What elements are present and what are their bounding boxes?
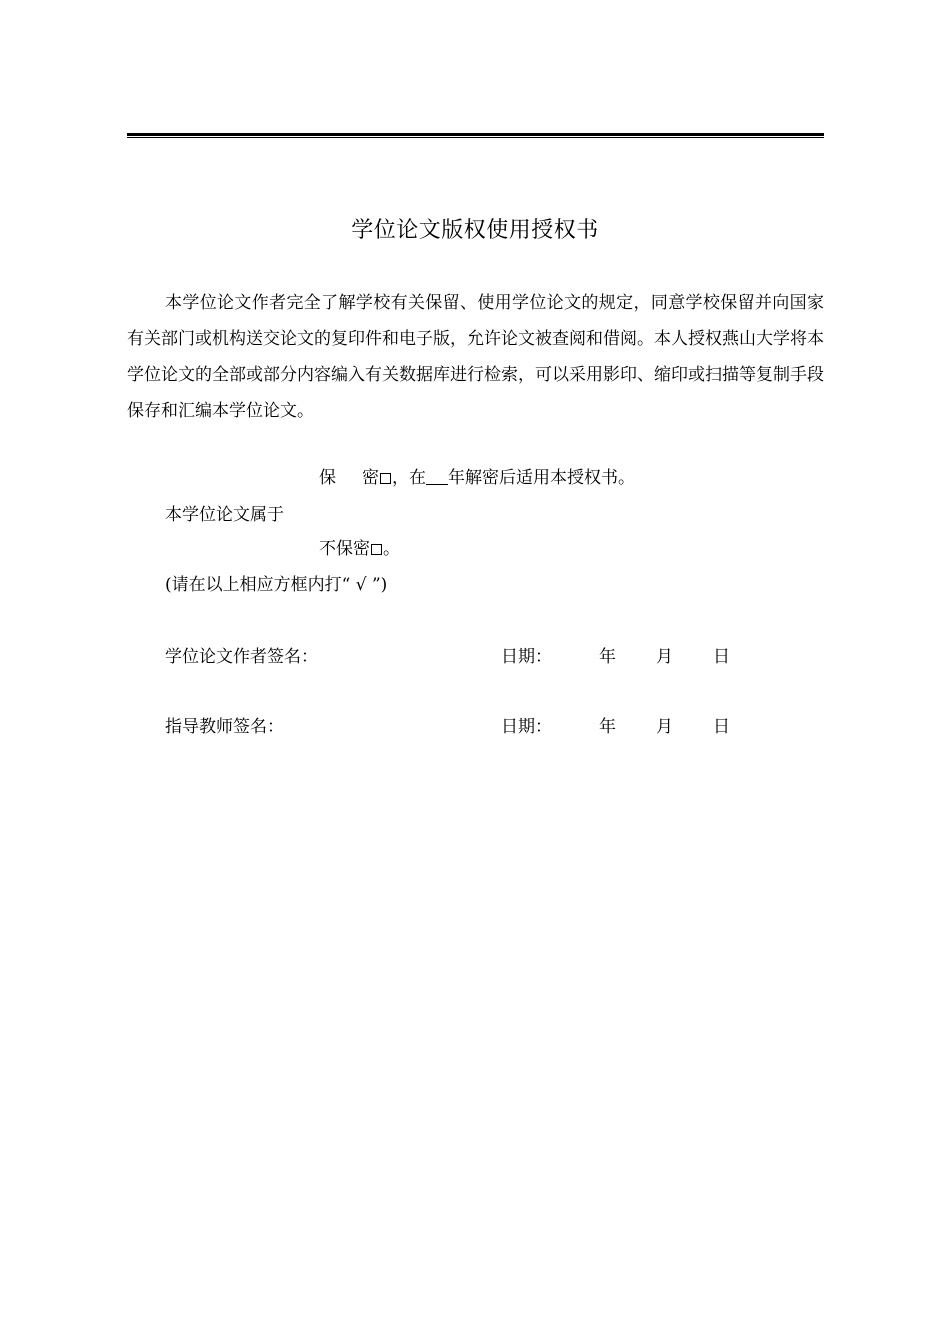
checkmark-instruction: (请在以上相应方框内打“ √ ”): [165, 575, 388, 595]
years-blank[interactable]: [426, 468, 448, 485]
advisor-date-label: 日期：: [501, 717, 552, 737]
confidential-label-char-2: 密: [362, 468, 379, 488]
author-signature-label: 学位论文作者签名：: [165, 647, 318, 667]
document-title: 学位论文版权使用授权书: [351, 218, 599, 243]
advisor-date-month: 月: [656, 717, 673, 737]
advisor-signature-label: 指导教师签名：: [165, 717, 284, 737]
confidential-checkbox[interactable]: [380, 473, 391, 484]
confidential-label-char-1: 保: [319, 468, 336, 488]
advisor-date-year: 年: [599, 717, 616, 737]
not-confidential-suffix: 。: [383, 539, 400, 559]
belongs-to-label: 本学位论文属于: [165, 505, 284, 525]
confidential-suffix-text: 年解密后适用本授权书。: [448, 468, 635, 488]
not-confidential-label: 不保密: [319, 539, 370, 559]
authorization-paragraph: 本学位论文作者完全了解学校有关保留、使用学位论文的规定，同意学校保留并向国家有关部门或机构送交论文的复印件和电子版，允许论文被查阅和借阅。本人授权燕山大学将本学位论文的全部或部分内容编入有关数据库进行检索，可以采用影印、缩印或扫描等复制手段保存和汇编本学位论文。: [127, 293, 824, 421]
advisor-date-day: 日: [713, 717, 730, 737]
author-date-year: 年: [599, 647, 616, 667]
confidential-mid-text: ，在: [392, 468, 426, 488]
author-date-month: 月: [656, 647, 673, 667]
author-date-row: [501, 645, 730, 669]
header-rule-thin: [127, 137, 824, 138]
header-rule-thick: [127, 133, 824, 136]
author-date-label: 日期：: [501, 647, 552, 667]
author-date-day: 日: [713, 647, 730, 667]
advisor-date-row: [501, 715, 730, 739]
confidential-option: [319, 466, 635, 490]
not-confidential-checkbox[interactable]: [371, 544, 382, 555]
not-confidential-option: [319, 537, 400, 561]
